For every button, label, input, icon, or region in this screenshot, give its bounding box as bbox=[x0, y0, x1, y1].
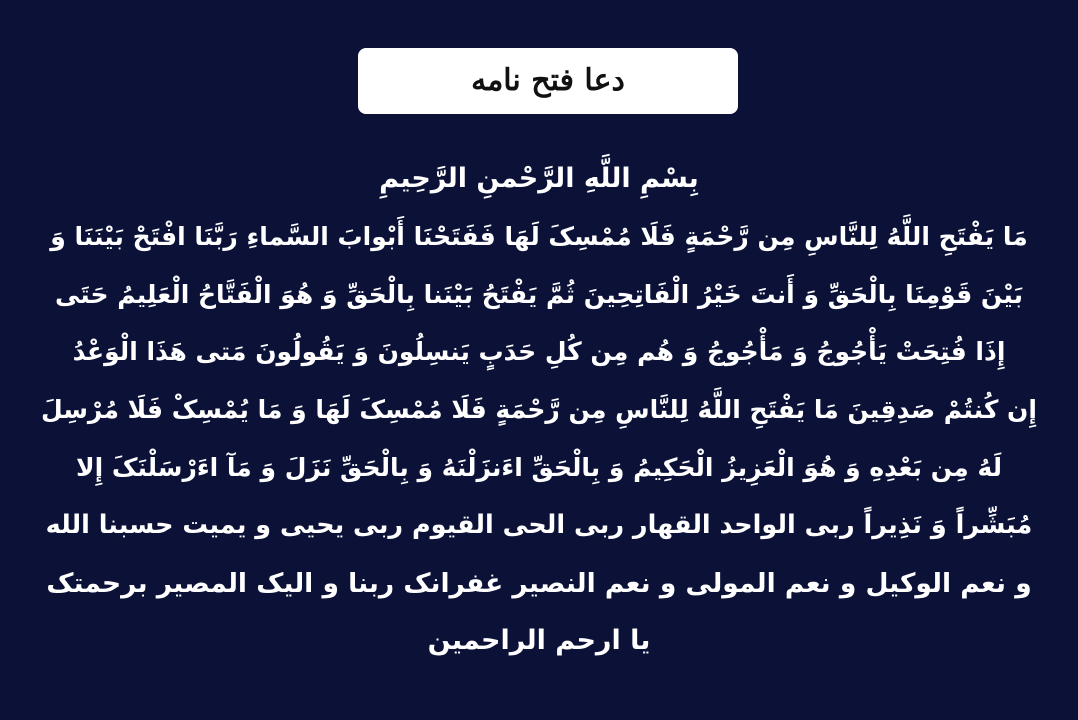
prayer-line-8: و نعم الوکیل و نعم المولی و نعم النصیر غفرانک ربنا و الیک المصیر برحمتک bbox=[46, 567, 1032, 599]
prayer-line-2: مَا يَفْتَحِ اللَّهُ لِلنَّاسِ مِن رَّحْمَةٍ فَلَا مُمْسِکَ لَهَا فَفَتَحْنَا أَبْوابَ السَّماءِ رَبَّنَا افْتَحْ بَيْنَنَا وَ bbox=[50, 221, 1028, 251]
prayer-line-4: إِذَا فُتِحَتْ يَأْجُوجُ وَ مَأْجُوجُ وَ هُم مِن كُلِ حَدَبٍ يَنسِلُونَ وَ يَقُولُونَ مَتى هَذَا الْوَعْدُ bbox=[72, 337, 1006, 367]
title-box bbox=[358, 48, 738, 114]
prayer-line-7: مُبَشِّراً وَ نَذِيراً ربی الواحد القهار ربی الحی القیوم ربی یحیی و یمیت حسبنا الله bbox=[45, 509, 1033, 540]
prayer-line-5: إِن كُنتُمْ صَدِقِينَ مَا يَفْتَحِ اللَّهُ لِلنَّاسِ مِن رَّحْمَةٍ فَلَا مُمْسِکَ لَهَا وَ مَا يُمْسِکْ فَلَا مُرْسِلَ bbox=[41, 395, 1037, 425]
page-title: دعا فتح نامه bbox=[471, 63, 625, 98]
prayer-line-3: بَيْنَ قَوْمِنَا بِالْحَقِّ وَ أَنتَ خَيْرُ الْفَاتِحِينَ ثُمَّ يَفْتَحُ بَيْنَنا بِالْحَقِّ وَ هُوَ الْفَتَّاحُ الْعَلِيمُ حَتَى bbox=[54, 279, 1024, 309]
prayer-text bbox=[40, 150, 1038, 670]
prayer-line-9: یا ارحم الراحمین bbox=[427, 625, 651, 657]
prayer-line-1: بِسْمِ اللَّهِ الرَّحْمنِ الرَّحِيمِ bbox=[379, 163, 699, 194]
prayer-line-6: لَهُ مِن بَعْدِهِ وَ هُوَ الْعَزِيزُ الْحَكِيمُ وَ بِالْحَقِّ اءَنزَلْنَهُ وَ بِالْحَقِّ نَزَلَ وَ مَآ اءَرْسَلْنَکَ إِلا bbox=[75, 452, 1002, 482]
